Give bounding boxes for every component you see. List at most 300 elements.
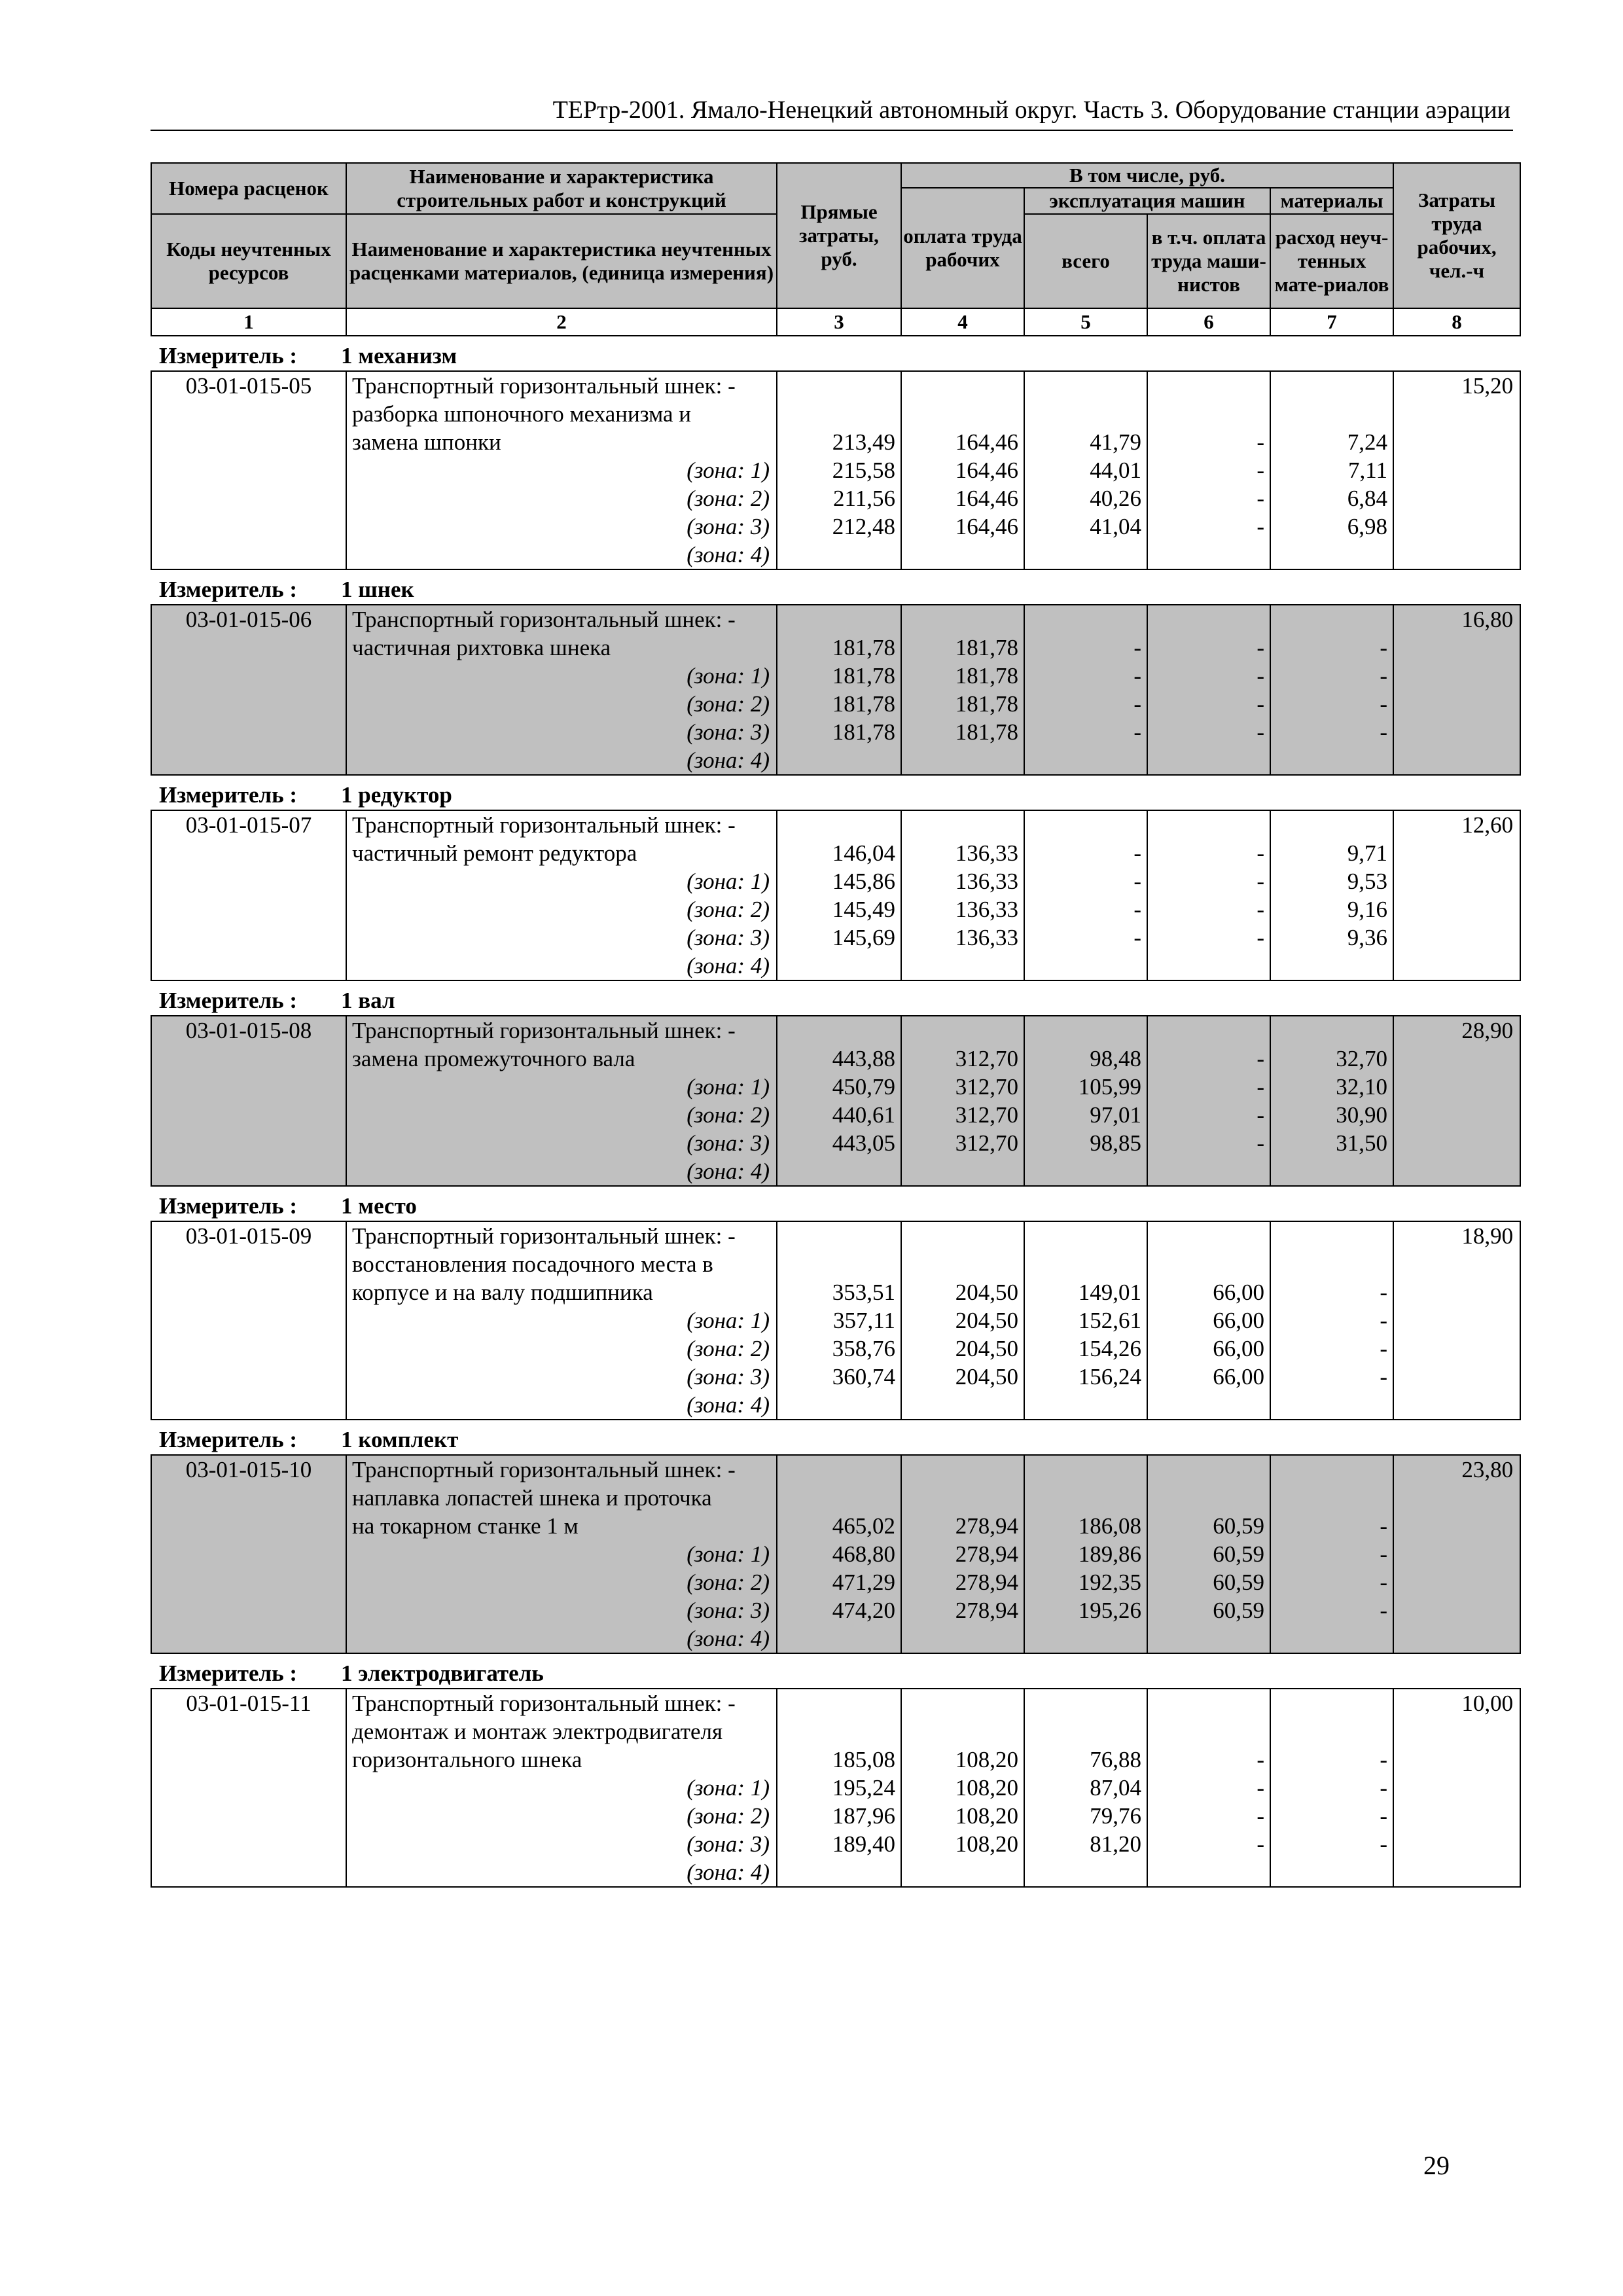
direct-costs-value: 358,76: [832, 1336, 895, 1361]
rate-name-cell: [346, 1221, 777, 1420]
spacer: [902, 605, 1018, 634]
rate-row: [151, 1221, 1520, 1420]
rate-name-line: наплавка лопастей шнека и проточка: [352, 1485, 712, 1511]
header-materials-consumption: расход неуч-тенных мате-риалов: [1270, 214, 1393, 308]
spacer: [1271, 1456, 1387, 1484]
materials-cost-cell: [1270, 1689, 1393, 1887]
labor-costs-value: 28,90: [1461, 1018, 1514, 1043]
zone-label: (зона: 1): [687, 663, 770, 689]
header-rates-numbers: Номера расценок: [151, 163, 346, 214]
rate-code: 03-01-015-07: [185, 812, 312, 838]
spacer: [902, 1250, 1018, 1278]
rate-name-line: Транспортный горизонтальный шнек: -: [352, 1457, 736, 1482]
measure-label: Измеритель :: [159, 988, 298, 1013]
materials-cost-value: -: [1380, 1280, 1387, 1305]
labor-pay-value: 204,50: [955, 1336, 1018, 1361]
machines-total-cell: [1024, 605, 1147, 775]
labor-pay-value: 181,78: [955, 719, 1018, 745]
machines-total-value: 105,99: [1078, 1074, 1141, 1100]
labor-pay-value: 181,78: [955, 635, 1018, 660]
spacer: [1148, 1484, 1264, 1512]
zone-label: (зона: 3): [687, 1598, 770, 1623]
zone-label: (зона: 1): [687, 1074, 770, 1100]
machines-total-value: 154,26: [1078, 1336, 1141, 1361]
zone-label: (зона: 4): [687, 747, 770, 773]
direct-costs-value: 181,78: [832, 691, 895, 717]
materials-cost-value: 32,70: [1336, 1046, 1387, 1071]
machines-total-value: 81,20: [1090, 1831, 1141, 1857]
direct-costs-value: 211,56: [833, 486, 895, 511]
machines-total-value: 156,24: [1078, 1364, 1141, 1390]
labor-pay-value: 204,50: [955, 1364, 1018, 1390]
labor-pay-value: 312,70: [955, 1130, 1018, 1156]
machines-total-value: 98,85: [1090, 1130, 1141, 1156]
column-number: 1: [151, 308, 346, 336]
machines-total-value: 149,01: [1078, 1280, 1141, 1305]
measure-label: Измеритель :: [159, 1193, 298, 1219]
labor-pay-value: 204,50: [955, 1280, 1018, 1305]
direct-costs-cell: [777, 1016, 901, 1186]
machines-total-value: 98,48: [1090, 1046, 1141, 1071]
column-numbers-row: [151, 308, 1520, 336]
zone-label: (зона: 3): [687, 1831, 770, 1857]
machinists-pay-value: -: [1257, 514, 1264, 539]
labor-pay-cell: [901, 810, 1024, 980]
labor-costs-cell: [1393, 810, 1520, 980]
measure-unit: 1 вал: [341, 988, 395, 1013]
materials-cost-value: 9,36: [1347, 925, 1387, 950]
machines-total-value: 76,88: [1090, 1747, 1141, 1772]
direct-costs-value: 215,58: [832, 457, 895, 483]
spacer: [902, 1456, 1018, 1484]
machinists-pay-value: -: [1257, 1747, 1264, 1772]
spacer: [1025, 1717, 1141, 1746]
rate-name-cell: [346, 1689, 777, 1887]
machines-total-value: -: [1133, 663, 1141, 689]
zone-label: (зона: 2): [687, 486, 770, 511]
labor-pay-cell: [901, 1221, 1024, 1420]
spacer: [777, 1717, 895, 1746]
machines-total-value: 40,26: [1090, 486, 1141, 511]
measure-cell: [151, 336, 1520, 371]
zone-label: (зона: 4): [687, 1158, 770, 1184]
measure-cell: [151, 980, 1520, 1016]
header-materials: материалы: [1270, 188, 1393, 214]
rates-table: [151, 162, 1513, 1888]
machines-total-value: -: [1133, 719, 1141, 745]
machines-total-cell: [1024, 1221, 1147, 1420]
rate-name-line: Транспортный горизонтальный шнек: -: [352, 1223, 736, 1249]
materials-cost-value: 9,71: [1347, 840, 1387, 866]
labor-pay-value: 136,33: [955, 897, 1018, 922]
materials-cost-value: -: [1380, 1336, 1387, 1361]
zone-label: (зона: 2): [687, 1570, 770, 1595]
spacer: [902, 1717, 1018, 1746]
labor-pay-value: 108,20: [955, 1775, 1018, 1801]
machines-total-cell: [1024, 1016, 1147, 1186]
measure-cell: [151, 775, 1520, 810]
spacer: [1025, 1222, 1141, 1250]
rate-code: 03-01-015-11: [186, 1691, 312, 1716]
header-labor-pay: оплата труда рабочих: [901, 188, 1024, 308]
rate-name-line: Транспортный горизонтальный шнек: -: [352, 607, 736, 632]
zone-label: (зона: 1): [687, 1308, 770, 1333]
header-direct-costs: Прямые затраты, руб.: [777, 163, 901, 308]
direct-costs-value: 189,40: [832, 1831, 895, 1857]
labor-pay-value: 164,46: [955, 514, 1018, 539]
table-header: [151, 162, 1521, 336]
spacer: [1271, 1717, 1387, 1746]
labor-pay-cell: [901, 605, 1024, 775]
machines-total-value: 195,26: [1078, 1598, 1141, 1623]
labor-pay-value: 136,33: [955, 840, 1018, 866]
machines-total-value: 97,01: [1090, 1102, 1141, 1128]
rate-row: [151, 1016, 1520, 1186]
machinists-pay-value: 66,00: [1213, 1280, 1264, 1305]
spacer: [1271, 1016, 1387, 1045]
machinists-pay-cell: [1147, 1221, 1270, 1420]
machinists-pay-value: -: [1257, 1803, 1264, 1829]
direct-costs-cell: [777, 371, 901, 569]
spacer: [902, 1222, 1018, 1250]
measure-row: [151, 336, 1520, 371]
spacer: [777, 1016, 895, 1045]
direct-costs-value: 185,08: [832, 1747, 895, 1772]
measure-cell: [151, 1186, 1520, 1221]
labor-costs-value: 18,90: [1461, 1223, 1514, 1249]
machines-total-cell: [1024, 810, 1147, 980]
materials-cost-value: 7,11: [1348, 457, 1387, 483]
labor-costs-cell: [1393, 1689, 1520, 1887]
labor-pay-value: 181,78: [955, 663, 1018, 689]
zone-label: (зона: 1): [687, 457, 770, 483]
spacer: [777, 1484, 895, 1512]
spacer: [1148, 1016, 1264, 1045]
direct-costs-cell: [777, 1689, 901, 1887]
labor-pay-value: 136,33: [955, 869, 1018, 894]
machines-total-value: 41,79: [1090, 429, 1141, 455]
machines-total-value: 189,86: [1078, 1541, 1141, 1567]
column-number: 3: [777, 308, 901, 336]
machines-total-value: 87,04: [1090, 1775, 1141, 1801]
materials-cost-cell: [1270, 1221, 1393, 1420]
measure-unit: 1 комплект: [341, 1427, 459, 1452]
labor-costs-value: 12,60: [1461, 812, 1514, 838]
zone-label: (зона: 3): [687, 1364, 770, 1390]
spacer: [1025, 811, 1141, 839]
direct-costs-cell: [777, 605, 901, 775]
labor-pay-value: 164,46: [955, 457, 1018, 483]
rate-name-cell: [346, 1016, 777, 1186]
rate-row: [151, 1689, 1520, 1887]
labor-pay-cell: [901, 1016, 1024, 1186]
rate-code: 03-01-015-10: [185, 1457, 312, 1482]
rate-name-line: горизонтального шнека: [352, 1747, 582, 1772]
machines-total-cell: [1024, 371, 1147, 569]
materials-cost-value: -: [1380, 635, 1387, 660]
spacer: [1271, 605, 1387, 634]
machinists-pay-cell: [1147, 371, 1270, 569]
spacer: [777, 811, 895, 839]
rate-row: [151, 810, 1520, 980]
rate-name-cell: [346, 1455, 777, 1653]
machinists-pay-value: -: [1257, 691, 1264, 717]
column-number: 2: [346, 308, 777, 336]
spacer: [777, 1456, 895, 1484]
spacer: [1148, 400, 1264, 428]
materials-cost-value: -: [1380, 1541, 1387, 1567]
zone-label: (зона: 2): [687, 897, 770, 922]
direct-costs-value: 474,20: [832, 1598, 895, 1623]
labor-pay-value: 204,50: [955, 1308, 1018, 1333]
materials-cost-value: 9,53: [1347, 869, 1387, 894]
labor-pay-value: 278,94: [955, 1598, 1018, 1623]
rate-code-cell: [151, 810, 346, 980]
spacer: [1148, 811, 1264, 839]
machines-total-value: 44,01: [1090, 457, 1141, 483]
header-resource-codes: Коды неучтенных ресурсов: [151, 214, 346, 308]
measure-label: Измеритель :: [159, 782, 298, 808]
spacer: [777, 1689, 895, 1717]
zone-label: (зона: 1): [687, 1775, 770, 1801]
machinists-pay-value: -: [1257, 1046, 1264, 1071]
materials-cost-value: 30,90: [1336, 1102, 1387, 1128]
machinists-pay-value: 60,59: [1213, 1513, 1264, 1539]
materials-cost-cell: [1270, 1455, 1393, 1653]
materials-cost-value: -: [1380, 1308, 1387, 1333]
rate-code: 03-01-015-06: [185, 607, 312, 632]
spacer: [1025, 1016, 1141, 1045]
header-machine-operation: эксплуатация машин: [1024, 188, 1270, 214]
header-including: В том числе, руб.: [901, 163, 1393, 188]
machinists-pay-cell: [1147, 810, 1270, 980]
labor-pay-value: 312,70: [955, 1046, 1018, 1071]
measure-unit: 1 шнек: [341, 577, 414, 602]
rate-name-cell: [346, 371, 777, 569]
measure-cell: [151, 1420, 1520, 1455]
labor-pay-cell: [901, 1689, 1024, 1887]
machinists-pay-cell: [1147, 605, 1270, 775]
spacer: [1271, 400, 1387, 428]
machinists-pay-value: -: [1257, 1074, 1264, 1100]
measure-unit: 1 механизм: [341, 343, 457, 368]
rate-name-line: Транспортный горизонтальный шнек: -: [352, 1018, 736, 1043]
spacer: [1271, 1484, 1387, 1512]
materials-cost-value: 6,98: [1347, 514, 1387, 539]
column-number: 6: [1147, 308, 1270, 336]
machinists-pay-value: -: [1257, 457, 1264, 483]
direct-costs-value: 465,02: [832, 1513, 895, 1539]
zone-label: (зона: 3): [687, 1130, 770, 1156]
rate-name-cell: [346, 810, 777, 980]
zone-label: (зона: 4): [687, 1626, 770, 1651]
spacer: [777, 1222, 895, 1250]
direct-costs-cell: [777, 1221, 901, 1420]
rates-body: [151, 336, 1521, 1888]
zone-label: (зона: 4): [687, 1392, 770, 1418]
machinists-pay-value: -: [1257, 869, 1264, 894]
zone-label: (зона: 4): [687, 953, 770, 978]
direct-costs-value: 443,05: [832, 1130, 895, 1156]
direct-costs-value: 145,86: [832, 869, 895, 894]
labor-pay-value: 278,94: [955, 1513, 1018, 1539]
labor-costs-value: 15,20: [1461, 373, 1514, 399]
rate-code-cell: [151, 1016, 346, 1186]
labor-pay-value: 164,46: [955, 486, 1018, 511]
labor-costs-cell: [1393, 1221, 1520, 1420]
rate-code-cell: [151, 1455, 346, 1653]
measure-label: Измеритель :: [159, 1427, 298, 1452]
machinists-pay-value: 66,00: [1213, 1364, 1264, 1390]
machinists-pay-value: -: [1257, 663, 1264, 689]
rate-name-line: восстановления посадочного места в: [352, 1251, 713, 1277]
labor-costs-cell: [1393, 1455, 1520, 1653]
rate-code: 03-01-015-09: [185, 1223, 312, 1249]
header-work-name: Наименование и характеристика строительных работ и конструкций: [346, 163, 777, 214]
rate-code: 03-01-015-05: [185, 373, 312, 399]
rate-name-line: на токарном станке 1 м: [352, 1513, 579, 1539]
rate-name-line: Транспортный горизонтальный шнек: -: [352, 812, 736, 838]
measure-cell: [151, 1653, 1520, 1689]
direct-costs-value: 187,96: [832, 1803, 895, 1829]
machinists-pay-value: -: [1257, 1831, 1264, 1857]
spacer: [902, 400, 1018, 428]
direct-costs-value: 181,78: [832, 663, 895, 689]
rate-name-line: Транспортный горизонтальный шнек: -: [352, 1691, 736, 1716]
spacer: [1148, 1717, 1264, 1746]
machinists-pay-value: 66,00: [1213, 1308, 1264, 1333]
materials-cost-cell: [1270, 1016, 1393, 1186]
zone-label: (зона: 2): [687, 691, 770, 717]
machinists-pay-value: -: [1257, 486, 1264, 511]
spacer: [1148, 605, 1264, 634]
zone-label: (зона: 4): [687, 542, 770, 567]
machines-total-cell: [1024, 1455, 1147, 1653]
machinists-pay-value: 60,59: [1213, 1570, 1264, 1595]
measure-unit: 1 место: [341, 1193, 417, 1219]
measure-row: [151, 1653, 1520, 1689]
spacer: [902, 1484, 1018, 1512]
materials-cost-value: -: [1380, 1831, 1387, 1857]
spacer: [1025, 1689, 1141, 1717]
spacer: [902, 1689, 1018, 1717]
spacer: [1271, 372, 1387, 400]
labor-costs-cell: [1393, 605, 1520, 775]
machines-total-value: 186,08: [1078, 1513, 1141, 1539]
direct-costs-value: 450,79: [832, 1074, 895, 1100]
materials-cost-value: -: [1380, 691, 1387, 717]
spacer: [1271, 811, 1387, 839]
machinists-pay-cell: [1147, 1016, 1270, 1186]
labor-pay-cell: [901, 371, 1024, 569]
materials-cost-value: 6,84: [1347, 486, 1387, 511]
labor-pay-value: 164,46: [955, 429, 1018, 455]
measure-unit: 1 редуктор: [341, 782, 452, 808]
rate-name-line: замена шпонки: [352, 429, 501, 455]
direct-costs-value: 443,88: [832, 1046, 895, 1071]
zone-label: (зона: 2): [687, 1803, 770, 1829]
materials-cost-value: 9,16: [1347, 897, 1387, 922]
spacer: [1148, 372, 1264, 400]
labor-pay-value: 278,94: [955, 1570, 1018, 1595]
materials-cost-cell: [1270, 810, 1393, 980]
labor-pay-cell: [901, 1455, 1024, 1653]
zone-label: (зона: 2): [687, 1336, 770, 1361]
measure-label: Измеритель :: [159, 343, 298, 368]
labor-pay-value: 312,70: [955, 1074, 1018, 1100]
zone-label: (зона: 2): [687, 1102, 770, 1128]
measure-row: [151, 775, 1520, 810]
machinists-pay-cell: [1147, 1455, 1270, 1653]
labor-costs-value: 23,80: [1461, 1457, 1514, 1482]
machines-total-value: -: [1133, 897, 1141, 922]
direct-costs-cell: [777, 1455, 901, 1653]
header-labor-costs: Затраты труда рабочих, чел.-ч: [1393, 163, 1520, 308]
rate-code-cell: [151, 605, 346, 775]
spacer: [1148, 1222, 1264, 1250]
spacer: [1148, 1456, 1264, 1484]
spacer: [902, 372, 1018, 400]
spacer: [1025, 1250, 1141, 1278]
header-machines-total: всего: [1024, 214, 1147, 308]
direct-costs-value: 181,78: [832, 635, 895, 660]
machinists-pay-value: -: [1257, 897, 1264, 922]
machines-total-value: 41,04: [1090, 514, 1141, 539]
spacer: [777, 400, 895, 428]
zone-label: (зона: 1): [687, 869, 770, 894]
machinists-pay-value: -: [1257, 1775, 1264, 1801]
materials-cost-cell: [1270, 371, 1393, 569]
machines-total-value: 192,35: [1078, 1570, 1141, 1595]
column-number: 7: [1270, 308, 1393, 336]
measure-row: [151, 1420, 1520, 1455]
materials-cost-cell: [1270, 605, 1393, 775]
page-header: [151, 93, 1513, 131]
rate-name-line: Транспортный горизонтальный шнек: -: [352, 373, 736, 399]
spacer: [1025, 372, 1141, 400]
materials-cost-value: -: [1380, 1513, 1387, 1539]
direct-costs-value: 145,69: [832, 925, 895, 950]
materials-cost-value: -: [1380, 1598, 1387, 1623]
machines-total-cell: [1024, 1689, 1147, 1887]
direct-costs-value: 213,49: [832, 429, 895, 455]
spacer: [777, 1250, 895, 1278]
spacer: [1025, 1484, 1141, 1512]
rate-name-line: замена промежуточного вала: [352, 1046, 635, 1071]
spacer: [1148, 1250, 1264, 1278]
direct-costs-cell: [777, 810, 901, 980]
column-number: 8: [1393, 308, 1520, 336]
spacer: [777, 605, 895, 634]
zone-label: (зона: 3): [687, 514, 770, 539]
materials-cost-value: -: [1380, 1775, 1387, 1801]
machines-total-value: -: [1133, 925, 1141, 950]
direct-costs-value: 353,51: [832, 1280, 895, 1305]
materials-cost-value: -: [1380, 1570, 1387, 1595]
materials-cost-value: -: [1380, 1803, 1387, 1829]
measure-row: [151, 1186, 1520, 1221]
machinists-pay-value: -: [1257, 635, 1264, 660]
machines-total-value: 152,61: [1078, 1308, 1141, 1333]
spacer: [777, 372, 895, 400]
spacer: [1148, 1689, 1264, 1717]
direct-costs-value: 181,78: [832, 719, 895, 745]
direct-costs-value: 357,11: [833, 1308, 895, 1333]
zone-label: (зона: 3): [687, 719, 770, 745]
rate-name-line: разборка шпоночного механизма и: [352, 401, 692, 427]
rate-code-cell: [151, 371, 346, 569]
spacer: [1271, 1222, 1387, 1250]
